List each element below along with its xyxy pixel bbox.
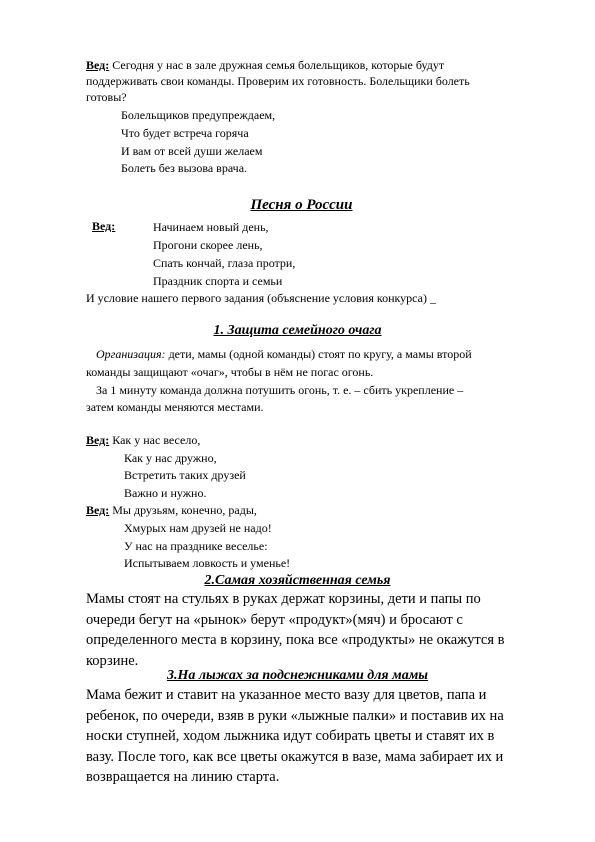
poem1-line-1: Болельщиков предупреждаем, (121, 108, 276, 122)
ved2-line-2: Прогони скорее лень, (153, 238, 263, 252)
intro-line-1 (86, 57, 444, 73)
condition-line: И условие нашего первого задания (объяснение условия конкурса) _ (86, 291, 436, 305)
ved4-line-3: У нас на празднике веселье: (124, 539, 268, 553)
poem1-line-2: Что будет встреча горяча (121, 126, 249, 140)
intro-line-2: поддерживать свои команды. Проверим их готовность. Болельщики болеть (86, 74, 470, 88)
ved3-label: Вед: (86, 433, 110, 447)
host-label: Вед: (86, 58, 110, 72)
task3-line-4: вазу. После того, как все цветы окажутся в вазе, мама забирает их и (86, 749, 504, 765)
task3-line-5: возвращается на линию старта. (86, 769, 280, 785)
task2-line-2: очереди бегут на «рынок» берут «продукт»(мяч) и бросают с (86, 612, 463, 628)
ved2-line-1: Начинаем новый день, (153, 220, 269, 234)
task2-line-4: корзине. (86, 653, 139, 669)
ved3-text-1: Как у нас весело, (109, 433, 201, 447)
intro-line-3: готовы? (86, 90, 127, 104)
task3-line-2: ребенок, по очереди, взяв в руки «лыжные палки» и поставив их на (86, 708, 504, 724)
task3-line-3: носки ступней, ходом лыжника идут собирать цветы и ставят их в (86, 728, 495, 744)
ved4-line-1 (86, 502, 257, 518)
ved3-line-4: Важно и нужно. (124, 486, 207, 500)
song-title: Песня о России (250, 197, 353, 213)
intro-text-1: Сегодня у нас в зале дружная семья болельщиков, которые будут (109, 58, 445, 72)
host-label-2 (92, 218, 115, 234)
task1-line-4: затем команды меняются местами. (86, 400, 264, 414)
ved2-label: Вед: (92, 219, 116, 233)
task1-line-2: команды защищают «очаг», чтобы в нём не погас огонь. (86, 365, 374, 379)
task2-line-3: определенного места в корзину, пока все «продукты» не окажутся в (86, 632, 505, 648)
ved4-text-1: Мы друзьям, конечно, рады, (109, 503, 257, 517)
task2-title: 2.Самая хозяйственная семья (204, 573, 391, 588)
ved2-line-3: Спать кончай, глаза протри, (153, 256, 296, 270)
ved4-line-2: Хмурых нам друзей не надо! (124, 521, 272, 535)
poem1-line-4: Болеть без вызова врача. (121, 161, 248, 175)
org-label: Организация: (96, 347, 166, 361)
task1-title: 1. Защита семейного очага (213, 323, 382, 338)
task3-title: 3.На лыжах за подснежниками для мамы (166, 668, 429, 683)
poem1-line-3: И вам от всей души желаем (121, 144, 263, 158)
ved4-label: Вед: (86, 503, 110, 517)
task1-line-1 (96, 346, 472, 362)
task1-line-3: За 1 минуту команда должна потушить огонь, т. е. – сбить укрепление – (96, 383, 464, 397)
ved3-line-1 (86, 432, 200, 448)
task1-text-1: дети, мамы (одной команды) стоят по кругу, а мамы второй (165, 347, 472, 361)
ved3-line-2: Как у нас дружно, (124, 451, 217, 465)
ved4-line-4: Испытываем ловкость и уменье! (124, 556, 291, 570)
task3-line-1: Мама бежит и ставит на указанное место вазу для цветов, папа и (86, 687, 487, 703)
task2-line-1: Мамы стоят на стульях в руках держат корзины, дети и папы по (86, 591, 481, 607)
ved2-line-4: Праздник спорта и семьи (153, 274, 283, 288)
ved3-line-3: Встретить таких друзей (124, 468, 246, 482)
